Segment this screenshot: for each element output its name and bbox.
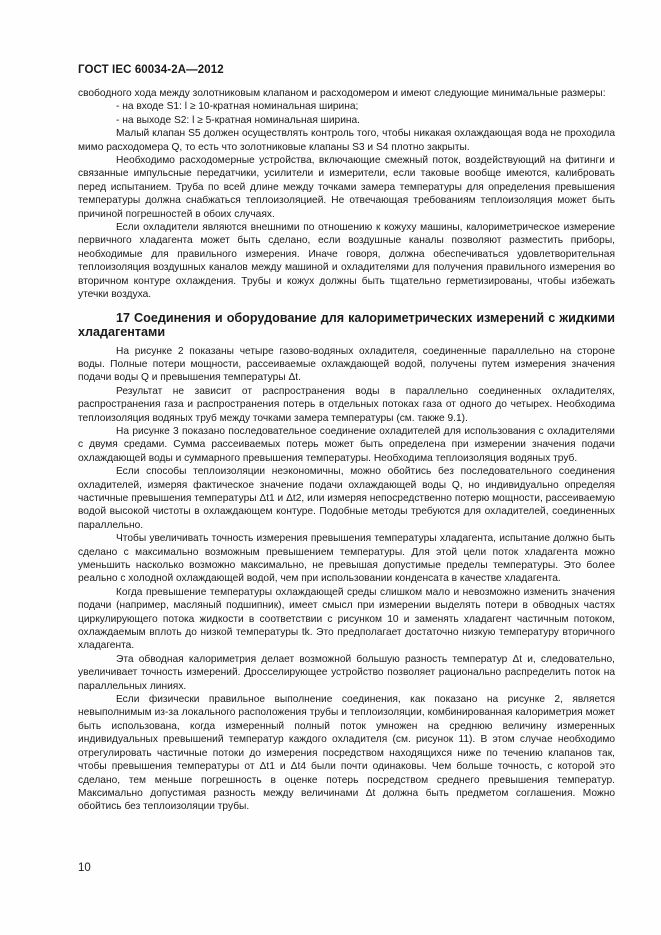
paragraph: Необходимо расходомерные устройства, включающие смежный поток, воздействующий на фитинги и связанные импульсные передатчики, усилители и измерители, если таковые вообще имеются, калибровать перед испытанием. Труба по всей длине между точками замера температуры для определения превышения температуры должна снабжаться теплоизоляцией. Не отвечающая требованиям теплоизоляция может быть причиной погрешностей в обоих случаях. xyxy=(78,155,615,220)
paragraph: Если физически правильное выполнение соединения, как показано на рисунке 2, является невыполнимым из-за локального расположения трубы и теплоизоляции, комбинированная калориметрия может быть использована, когда измеренный полный поток умножен на среднюю величину измеренных индивидуальных превышений температур каждого охладителя (см. рисунок 11). В этом случае необходимо отрегулировать частичные потоки до измерения посредством находящихся ниже по течению клапанов так, чтобы превышения температуры от Δt1 и Δt4 были почти одинаковы. Чем больше точность, с которой это сделано, тем меньше погрешность в оценке потерь посредством среднего превышения температур. Максимально допустимая разность между величинами Δt должна быть предметом соглашения. Можно обойтись без теплоизоляции трубы. xyxy=(78,694,615,813)
paragraph: Малый клапан S5 должен осуществлять контроль того, чтобы никакая охлаждающая вода не проходила мимо расходомера Q, то есть что золотниковые клапаны S3 и S4 плотно закрыты. xyxy=(78,128,615,153)
list-item: - на входе S1: l ≥ 10-кратная номинальная ширина; xyxy=(116,101,359,113)
paragraph: свободного хода между золотниковым клапаном и расходомером и имеют следующие минимальные размеры: xyxy=(78,88,606,99)
paragraph: Если охладители являются внешними по отношению к кожуху машины, калориметрическое измерение первичного хладагента может быть сделано, если воздушные каналы позволяют разместить приборы, необходимые для правильного измерения. Иначе говоря, должна обеспечиваться удовлетворительная теплоизоляция воздушных каналов между машиной и охладителями для получения правильного измерения во вторичном контуре охлаждения. Трубы и кожух должны быть тщательно герметизированы, чтобы избежать утечки воздуха. xyxy=(78,222,615,301)
page-content xyxy=(78,87,615,814)
page-number: 10 xyxy=(78,862,91,874)
paragraph: Эта обводная калориметрия делает возможной большую разность температур Δt и, следовательно, увеличивает точность измерений. Дросселирующее устройство позволяет рационально распределить поток на параллельных линиях. xyxy=(78,653,615,692)
section-heading: 17 Соединения и оборудование для калориметрических измерений с жидкими хладагентами xyxy=(78,310,615,339)
standard-header: ГОСТ IEC 60034-2А—2012 xyxy=(78,64,224,76)
paragraph: Результат не зависит от распространения воды в параллельно соединенных охладителях, распространения газа и распространения потерь в отдельных потоках газа от одного до четырех. Необходима теплоизоляция водяных труб между точками замера температуры (см. также 9.1). xyxy=(78,385,615,424)
paragraph: Чтобы увеличивать точность измерения превышения температуры хладагента, испытание должно быть сделано с максимально возможным превышением температуры. Для этой цели поток хладагента можно уменьшить насколько возможно максимально, не превышая допустимые пределы температуры. Это более реально с холодной охлаждающей водой, чем при использовании конденсата в качестве хладагента. xyxy=(78,533,615,585)
list-item: - на выходе S2: l ≥ 5-кратная номинальная ширина. xyxy=(116,114,361,126)
paragraph: Когда превышение температуры охлаждающей среды слишком мало и невозможно изменить значения подачи (например, масляный подшипник), имеет смысл при измерении выделять потери в обводных частях циркулирующего потока жидкости в соответствии с рисунком 10 и заменять хладагент частичным потоком, охлаждаемым вплоть до низкой температуры tk. Это предполагает достаточно низкую температуру вторичного хладагента. xyxy=(78,586,615,652)
paragraph: Если способы теплоизоляции неэкономичны, можно обойтись без последовательного соединения охладителей, измеряя фактическое значение подачи охлаждающей воды Q, но индивидуально определяя частичные превышения температуры Δt1 и Δt2, или измеряя непосредственно потерю мощности, рассеиваемую водой высокой чистоты в охлаждающем контуре. Подобные методы требуются для охладителей, соединенных параллельно. xyxy=(78,466,615,531)
paragraph: На рисунке 2 показаны четыре газово-водяных охладителя, соединенные параллельно на стороне воды. Полные потери мощности, рассеиваемые охлаждающей водой, получены путем измерения значения подачи воды Q и превышения температуры Δt. xyxy=(78,345,615,384)
paragraph: На рисунке 3 показано последовательное соединение охладителей для использования с охладителями с двумя средами. Сумма рассеиваемых потерь может быть определена при измерении значения подачи охлаждающей воды и суммарного превышения температуры. Необходима теплоизоляция водяных труб. xyxy=(78,425,615,464)
